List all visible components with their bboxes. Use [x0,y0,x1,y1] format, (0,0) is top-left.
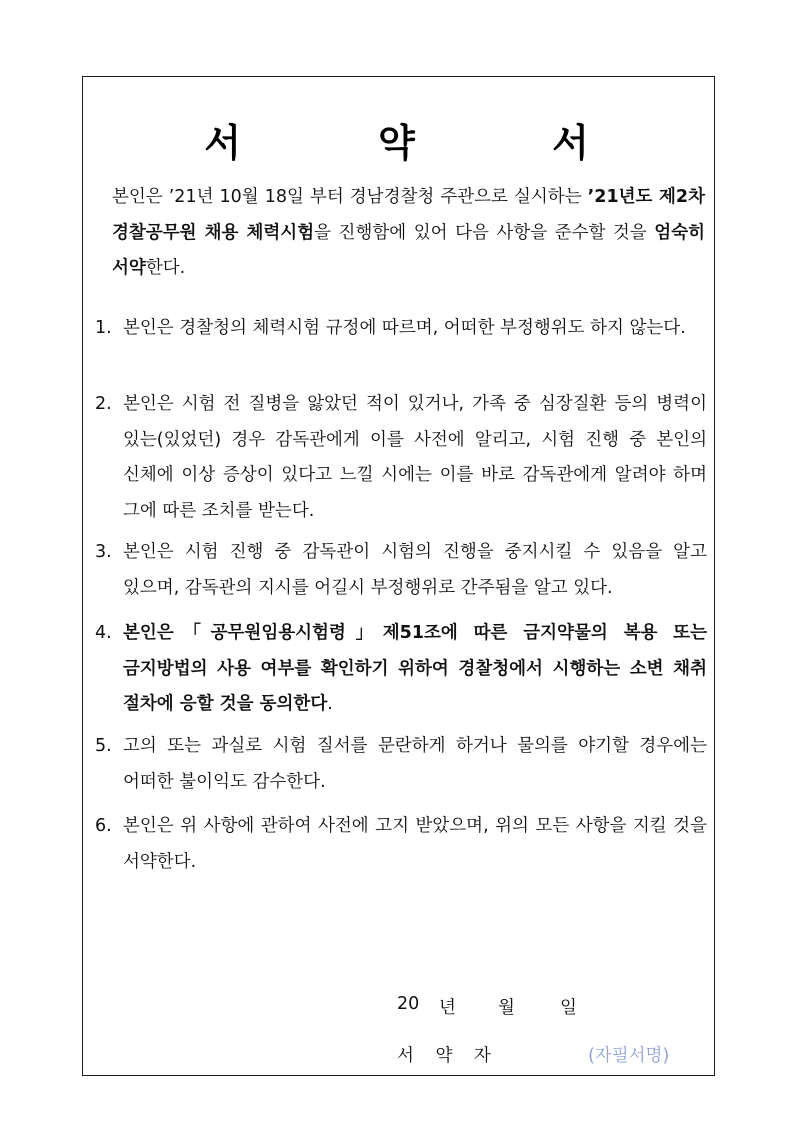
intro-paragraph [112,180,705,287]
intro-text-1: 본인은 ’21년 10월 18일 부터 경남경찰청 주관으로 실시하는 [112,187,588,207]
item-number: 1. [95,318,112,338]
document-title: 서 약 서 [204,120,651,165]
item-text: 고의 또는 과실로 시험 질서를 문란하게 하거나 물의를 야기할 경우에는 어떠한 불이익도 감수한다. [123,736,707,792]
intro-bold-pledge: 엄숙히 서약 [112,222,706,278]
intro-text-3: 한다. [145,258,186,278]
signature-hint: (자필서명) [588,1046,670,1066]
item-text-tail: . [327,694,333,714]
item-text: 본인은 경찰청의 체력시험 규정에 따르며, 어떠한 부정행위도 하지 않는다. [123,318,686,338]
date-line [397,994,597,1022]
item-number: 6. [95,816,112,836]
pledge-item-1 [95,311,707,347]
item-number: 3. [95,542,112,562]
intro-bold-exam-name: ’21년도 제2차 경찰공무원 채용 체력시험 [112,187,706,243]
item-number: 5. [95,736,112,756]
pledge-item-4 [95,616,707,723]
pledge-item-5 [95,729,707,800]
date-year-label: 년 [439,998,456,1018]
item-text-bold: 본인은「공무원임용시험령」제51조에 따른 금지약물의 복용 또는 금지방법의 사용 여부를 확인하기 위하여 경찰청에서 시행하는 소변 채취 절차에 응할 것을 동의한다 [123,623,707,714]
date-day-label: 일 [560,998,577,1018]
pledge-item-3 [95,535,707,606]
item-text: 본인은 시험 전 질병을 앓았던 적이 있거나, 가족 중 심장질환 등의 병력이 있는(있었던) 경우 감독관에게 이를 사전에 알리고, 시험 진행 중 본인의 신체에 이상 증상이 있다고 느낄 시에는 이를 바로 감독관에게 알려야 하며 그에 따른 조치를 받는다. [123,394,707,521]
item-text: 본인은 위 사항에 관하여 사전에 고지 받았으며, 위의 모든 사항을 지킬 것을 서약한다. [123,816,707,872]
item-number: 2. [95,394,112,414]
item-number: 4. [95,623,112,643]
date-month-label: 월 [498,998,515,1018]
intro-text-2: 을 진행함에 있어 다음 사항을 준수할 것을 [314,222,655,243]
pledge-item-6 [95,809,707,880]
item-text: 본인은 시험 진행 중 감독관이 시험의 진행을 중지시킬 수 있음을 알고 있으며, 감독관의 지시를 어길시 부정행위로 간주됨을 알고 있다. [123,542,707,598]
pledge-item-2 [95,387,707,529]
date-year-prefix: 20 [397,994,420,1014]
signer-label: 서 약 자 [397,1046,499,1066]
